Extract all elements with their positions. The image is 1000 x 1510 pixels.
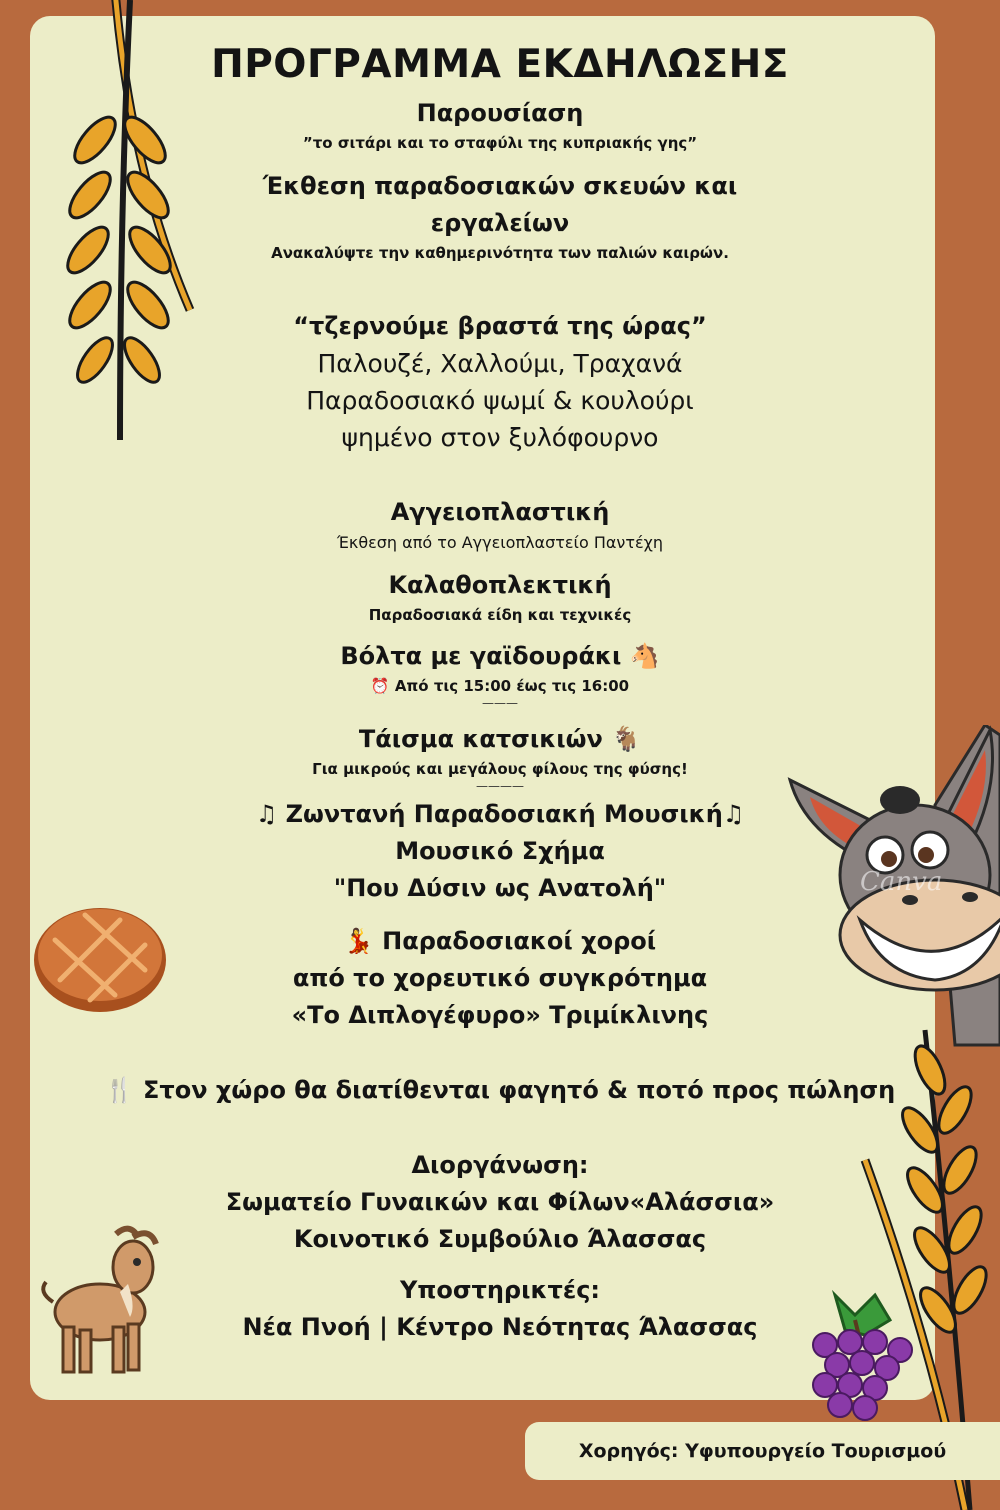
pottery-subtitle: Έκθεση από το Αγγειοπλαστείο Παντέχη [336,533,663,552]
presentation-heading: Παρουσίαση [416,99,584,127]
food-notice-text: Στον χώρο θα διατίθενται φαγητό & ποτό προς πώληση [143,1076,896,1104]
goat-feeding-heading-text: Τάισμα κατσικιών [358,725,603,753]
organizers-line2: Κοινοτικό Συμβούλιο Άλασσας [293,1225,707,1253]
dancer-icon: 💃 [343,927,374,955]
donkey-ride-time-text: Από τις 15:00 έως τις 16:00 [394,677,630,695]
page-title: ΠΡΟΓΡΑΜΜΑ ΕΚΔΗΛΩΣΗΣ [211,42,789,87]
donkey-ride-heading [30,638,970,675]
music-notes-icon-right: ♫ [722,800,745,828]
alarm-clock-icon: ⏰ [370,677,390,695]
sponsor-box [525,1422,1000,1480]
goat-feeding-separator: ———— [476,779,524,793]
organizers-heading: Διοργάνωση: [411,1151,589,1179]
dances-line1: από το χορευτικό συγκρότημα [292,964,708,992]
pottery-heading: Αγγειοπλαστική [390,498,610,526]
goat-feeding-subtitle: Για μικρούς και μεγάλους φίλους της φύσης! [312,760,688,778]
cooking-line2: Παραδοσιακό ψωμί & κουλούρι [306,386,694,415]
horse-icon: 🐴 [629,642,660,670]
sponsor-text: Χορηγός: Υφυπουργείο Τουρισμού [578,1440,947,1462]
exhibition-subtitle: Ανακαλύψτε την καθημερινότητα των παλιών καιρών. [271,244,729,262]
dances-heading-text: Παραδοσιακοί χοροί [382,927,657,955]
basketry-subtitle: Παραδοσιακά είδη και τεχνικές [368,606,632,624]
music-heading-text: Ζωντανή Παραδοσιακή Μουσική [285,800,723,828]
fork-knife-icon: 🍴 [104,1076,135,1104]
organizers-line1: Σωματείο Γυναικών και Φίλων«Αλάσσια» [225,1188,775,1216]
exhibition-heading-line1: Έκθεση παραδοσιακών σκευών και [262,172,738,200]
music-line1: Μουσικό Σχήμα [395,837,605,865]
supporters-line1: Νέα Πνοή | Κέντρο Νεότητας Άλασσας [242,1313,758,1341]
cooking-line1: Παλουζέ, Χαλλούμι, Τραχανά [317,349,683,378]
food-notice [30,1072,970,1109]
cooking-line3: ψημένο στον ξυλόφουρνο [341,423,659,452]
dances-heading [30,923,970,960]
donkey-ride-separator: ——— [482,696,518,710]
donkey-ride-heading-text: Βόλτα με γαϊδουράκι [340,642,622,670]
dances-line2: «Το Διπλογέφυρο» Τριμίκλινης [291,1001,709,1029]
goat-feeding-heading [30,721,970,758]
basketry-heading: Καλαθοπλεκτική [388,571,612,599]
donkey-ride-time [30,675,970,697]
watermark-text: Canva [860,867,943,897]
music-notes-icon: ♫ [255,800,278,828]
presentation-subtitle: ”το σιτάρι και το σταφύλι της κυπριακής γης” [302,134,698,152]
music-heading [30,796,970,833]
goat-emoji-icon: 🐐 [611,725,642,753]
cooking-heading: “τζερνούμε βραστά της ώρας” [293,312,707,340]
program-content [30,16,970,1346]
supporters-heading: Υποστηρικτές: [399,1276,601,1304]
exhibition-heading-line2: εργαλείων [430,209,570,237]
music-line2: "Που Δύσιν ως Ανατολή" [333,874,667,902]
